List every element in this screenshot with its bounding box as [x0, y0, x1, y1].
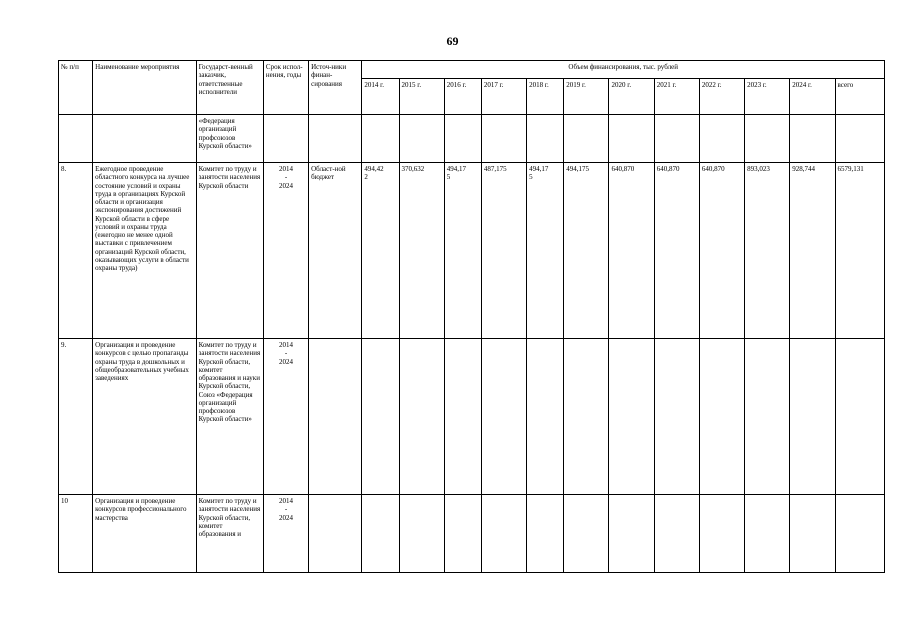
header-year: 2019 г.: [564, 79, 609, 115]
row-value: 928,744: [790, 163, 835, 339]
header-num: № п/п: [59, 61, 93, 115]
header-year: 2015 г.: [399, 79, 444, 115]
row-num: 9.: [59, 339, 93, 495]
row-period: 2014 - 2024: [263, 495, 308, 573]
table-row: [59, 115, 885, 163]
header-source: Источ-ники финан-сирования: [309, 61, 362, 115]
row-value: 640,870: [699, 163, 744, 339]
row-name: Организация и проведение конкурсов профессионального мастерства: [93, 495, 196, 573]
row-name: Организация и проведение конкурсов с целью пропаганды охраны труда в дошкольных и общеобразовательных учебных заведениях: [93, 339, 196, 495]
row-value: 494,17 5: [527, 163, 564, 339]
header-funding: Объем финансирования, тыс. рублей: [362, 61, 885, 79]
row-value: 487,175: [481, 163, 526, 339]
header-year: 2024 г.: [790, 79, 835, 115]
row-customer: Комитет по труду и занятости населения Курской области: [196, 163, 263, 339]
row-value: 494,17 5: [444, 163, 481, 339]
row-value: 370,632: [399, 163, 444, 339]
row-total: 6579,131: [835, 163, 885, 339]
header-customer: Государст-венный заказчик, ответственные исполнители: [196, 61, 263, 115]
funding-table: [58, 60, 885, 573]
row-period: 2014 - 2024: [263, 163, 308, 339]
row-num: 8.: [59, 163, 93, 339]
row-value: 640,870: [654, 163, 699, 339]
row-period: 2014 - 2024: [263, 339, 308, 495]
row-num: 10: [59, 495, 93, 573]
header-total: всего: [835, 79, 885, 115]
row-customer: «Федерация организаций профсоюзов Курской области»: [196, 115, 263, 163]
table-row: [59, 339, 885, 495]
header-name: Наименование мероприятия: [93, 61, 196, 115]
header-year: 2020 г.: [609, 79, 654, 115]
header-row-top: [59, 61, 885, 79]
header-year: 2023 г.: [745, 79, 790, 115]
page-number: 69: [446, 34, 459, 48]
header-period: Срок испол-нения, годы: [263, 61, 308, 115]
table-row: [59, 163, 885, 339]
table-row: [59, 495, 885, 573]
row-name: Ежегодное проведение областного конкурса на лучшее состояние условий и охраны труда в организациях Курской области и организация экспонирования достижений Курской области в сфере условий и охраны труда (ежегодно не менее одной выставки с привлечением организаций Курской области, оказывающих услуги в области охраны труда): [93, 163, 196, 339]
row-value: 640,870: [609, 163, 654, 339]
row-source: Област-ной бюджет: [309, 163, 362, 339]
header-year: 2014 г.: [362, 79, 399, 115]
header-year: 2021 г.: [654, 79, 699, 115]
header-year: 2017 г.: [481, 79, 526, 115]
header-year: 2016 г.: [444, 79, 481, 115]
row-value: 494,175: [564, 163, 609, 339]
header-year: 2022 г.: [699, 79, 744, 115]
row-value: 494,42 2: [362, 163, 399, 339]
header-year: 2018 г.: [527, 79, 564, 115]
row-value: 893,023: [745, 163, 790, 339]
row-customer: Комитет по труду и занятости населения Курской области, комитет образования и науки Курской области, Союз «Федерация организаций профсоюзов Курской области»: [196, 339, 263, 495]
row-customer: Комитет по труду и занятости населения Курской области, комитет образования и: [196, 495, 263, 573]
